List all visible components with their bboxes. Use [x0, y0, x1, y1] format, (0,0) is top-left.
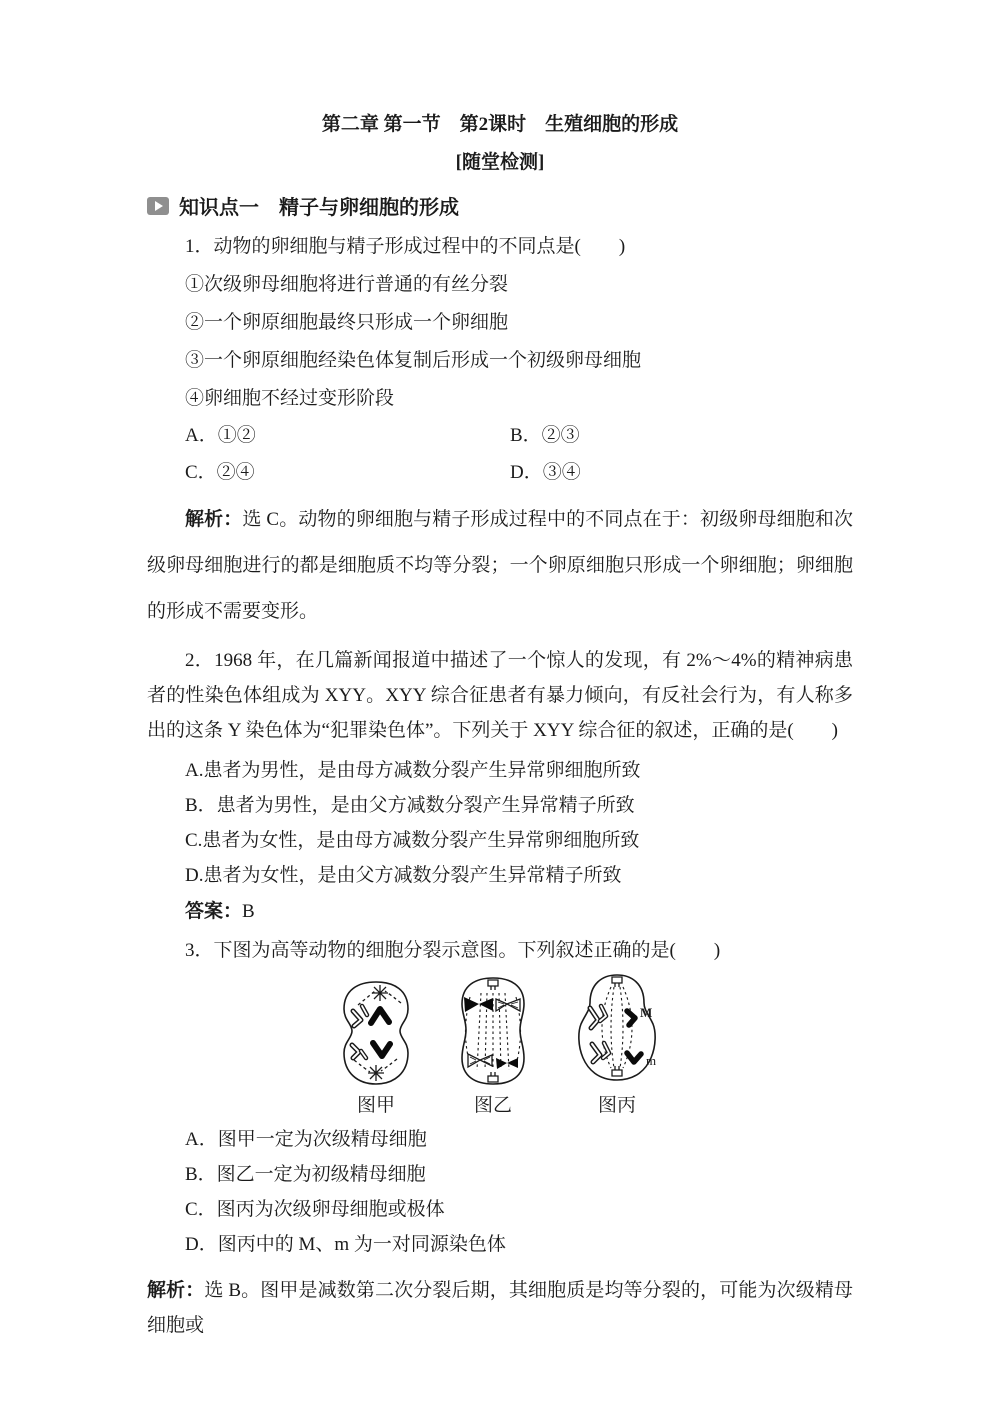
- question-2-answer: [147, 899, 853, 924]
- cell-diagram-jia: [327, 978, 425, 1088]
- question-2-stem: 2．1968 年，在几篇新闻报道中描述了一个惊人的发现，有 2%～4%的精神病患者的性染色体组成为 XYY。XYY 综合征患者有暴力倾向，有反社会行为，有人称多出的这条 Y 染色体为“犯罪染色体”。下列关于 XYY 综合征的叙述，正确的是( ): [147, 650, 853, 741]
- chromosome-white: [353, 1006, 367, 1026]
- play-triangle: [155, 201, 163, 211]
- figure-label-jia: 图甲: [356, 1095, 395, 1116]
- choice-q3-c: C．图丙为次级卵母细胞或极体: [185, 1199, 445, 1220]
- choice-q2-d: D.患者为女性，是由父方减数分裂产生异常精子所致: [185, 865, 622, 886]
- choice-q1-a: A．①②: [185, 425, 256, 446]
- analysis-text: 选 C。动物的卵细胞与精子形成过程中的不同点在于：初级卵母细胞和次级卵母细胞进行的都是细胞质不均等分裂；一个卵原细胞只形成一个卵细胞；卵细胞的形成不需要变形。: [147, 509, 853, 622]
- question-3-analysis: [147, 1273, 853, 1343]
- question-1-item-1: ①次级卵母细胞将进行普通的有丝分裂: [185, 274, 509, 295]
- choice-q2-a: A.患者为男性，是由母方减数分裂产生异常卵细胞所致: [185, 760, 641, 781]
- figure-label-yi: 图乙: [473, 1095, 512, 1116]
- chromosome-black: [373, 1043, 390, 1056]
- analysis-label: 解析：: [185, 509, 243, 530]
- question-1-stem: 1．动物的卵细胞与精子形成过程中的不同点是( ): [185, 236, 626, 257]
- question-1-item-4: ④卵细胞不经过变形阶段: [185, 388, 395, 409]
- chromosome-M: [627, 1011, 635, 1025]
- question-1-analysis: [147, 497, 853, 635]
- figure-label-bing: 图丙: [597, 1095, 636, 1116]
- figure-cell-bing: [561, 970, 673, 1117]
- bivalent-black: [464, 997, 493, 1012]
- centriole-icon: [488, 980, 498, 990]
- question-3-stem: 3．下图为高等动物的细胞分裂示意图。下列叙述正确的是( ): [185, 940, 721, 961]
- chromosome-m: [627, 1053, 641, 1062]
- question-1-choices: [147, 423, 853, 485]
- choice-q1-b: B．②③: [510, 425, 580, 446]
- figure-cell-yi: [443, 974, 543, 1117]
- analysis-label: 解析：: [147, 1280, 205, 1301]
- chromosome-label-m: m: [646, 1053, 657, 1068]
- page-title: 第二章 第一节 第2课时 生殖细胞的形成: [321, 114, 679, 135]
- choice-q3-b: B．图乙一定为初级精母细胞: [185, 1164, 426, 1185]
- figure-cell-jia: [327, 978, 425, 1117]
- question-1-item-2: ②一个卵原细胞最终只形成一个卵细胞: [185, 312, 509, 333]
- cell-division-figure: [147, 970, 853, 1117]
- choice-q3-d: D．图丙中的 M、m 为一对同源染色体: [185, 1234, 506, 1255]
- centriole-icon: [612, 977, 622, 987]
- cell-diagram-yi: [443, 974, 543, 1088]
- centriole-icon: [488, 1072, 498, 1082]
- play-icon: [147, 197, 169, 215]
- choice-q1-d: D．③④: [510, 462, 581, 483]
- chromosome-label-M: M: [640, 1005, 653, 1020]
- bivalent-black: [496, 1058, 518, 1069]
- chromosome-white: [590, 1006, 606, 1028]
- bivalent-white: [496, 999, 520, 1011]
- question-1-item-3: ③一个卵原细胞经染色体复制后形成一个初级卵母细胞: [185, 350, 642, 371]
- choice-q1-c: C．②④: [185, 462, 255, 483]
- choice-q2-b: B．患者为男性，是由父方减数分裂产生异常精子所致: [185, 795, 635, 816]
- knowledge-point-row: [147, 191, 853, 220]
- answer-label: 答案：: [185, 901, 243, 922]
- chromosome-white: [592, 1043, 609, 1062]
- choice-q2-c: C.患者为女性，是由母方减数分裂产生异常卵细胞所致: [185, 830, 640, 851]
- section-header: [随堂检测]: [455, 152, 545, 173]
- aster-icon: [354, 1059, 397, 1081]
- chromosome-white: [352, 1045, 366, 1058]
- choice-q3-a: A．图甲一定为次级精母细胞: [185, 1129, 427, 1150]
- bivalent-white: [468, 1054, 492, 1067]
- answer-text: B: [242, 901, 255, 922]
- chromosome-black: [371, 1009, 389, 1023]
- cell-diagram-bing: [561, 970, 673, 1088]
- knowledge-point-title: 知识点一 精子与卵细胞的形成: [179, 197, 459, 219]
- aster-icon: [358, 985, 401, 1005]
- analysis-text: 选 B。图甲是减数第二次分裂后期，其细胞质是均等分裂的，可能为次级精母细胞或: [147, 1280, 853, 1336]
- centriole-icon: [612, 1066, 622, 1076]
